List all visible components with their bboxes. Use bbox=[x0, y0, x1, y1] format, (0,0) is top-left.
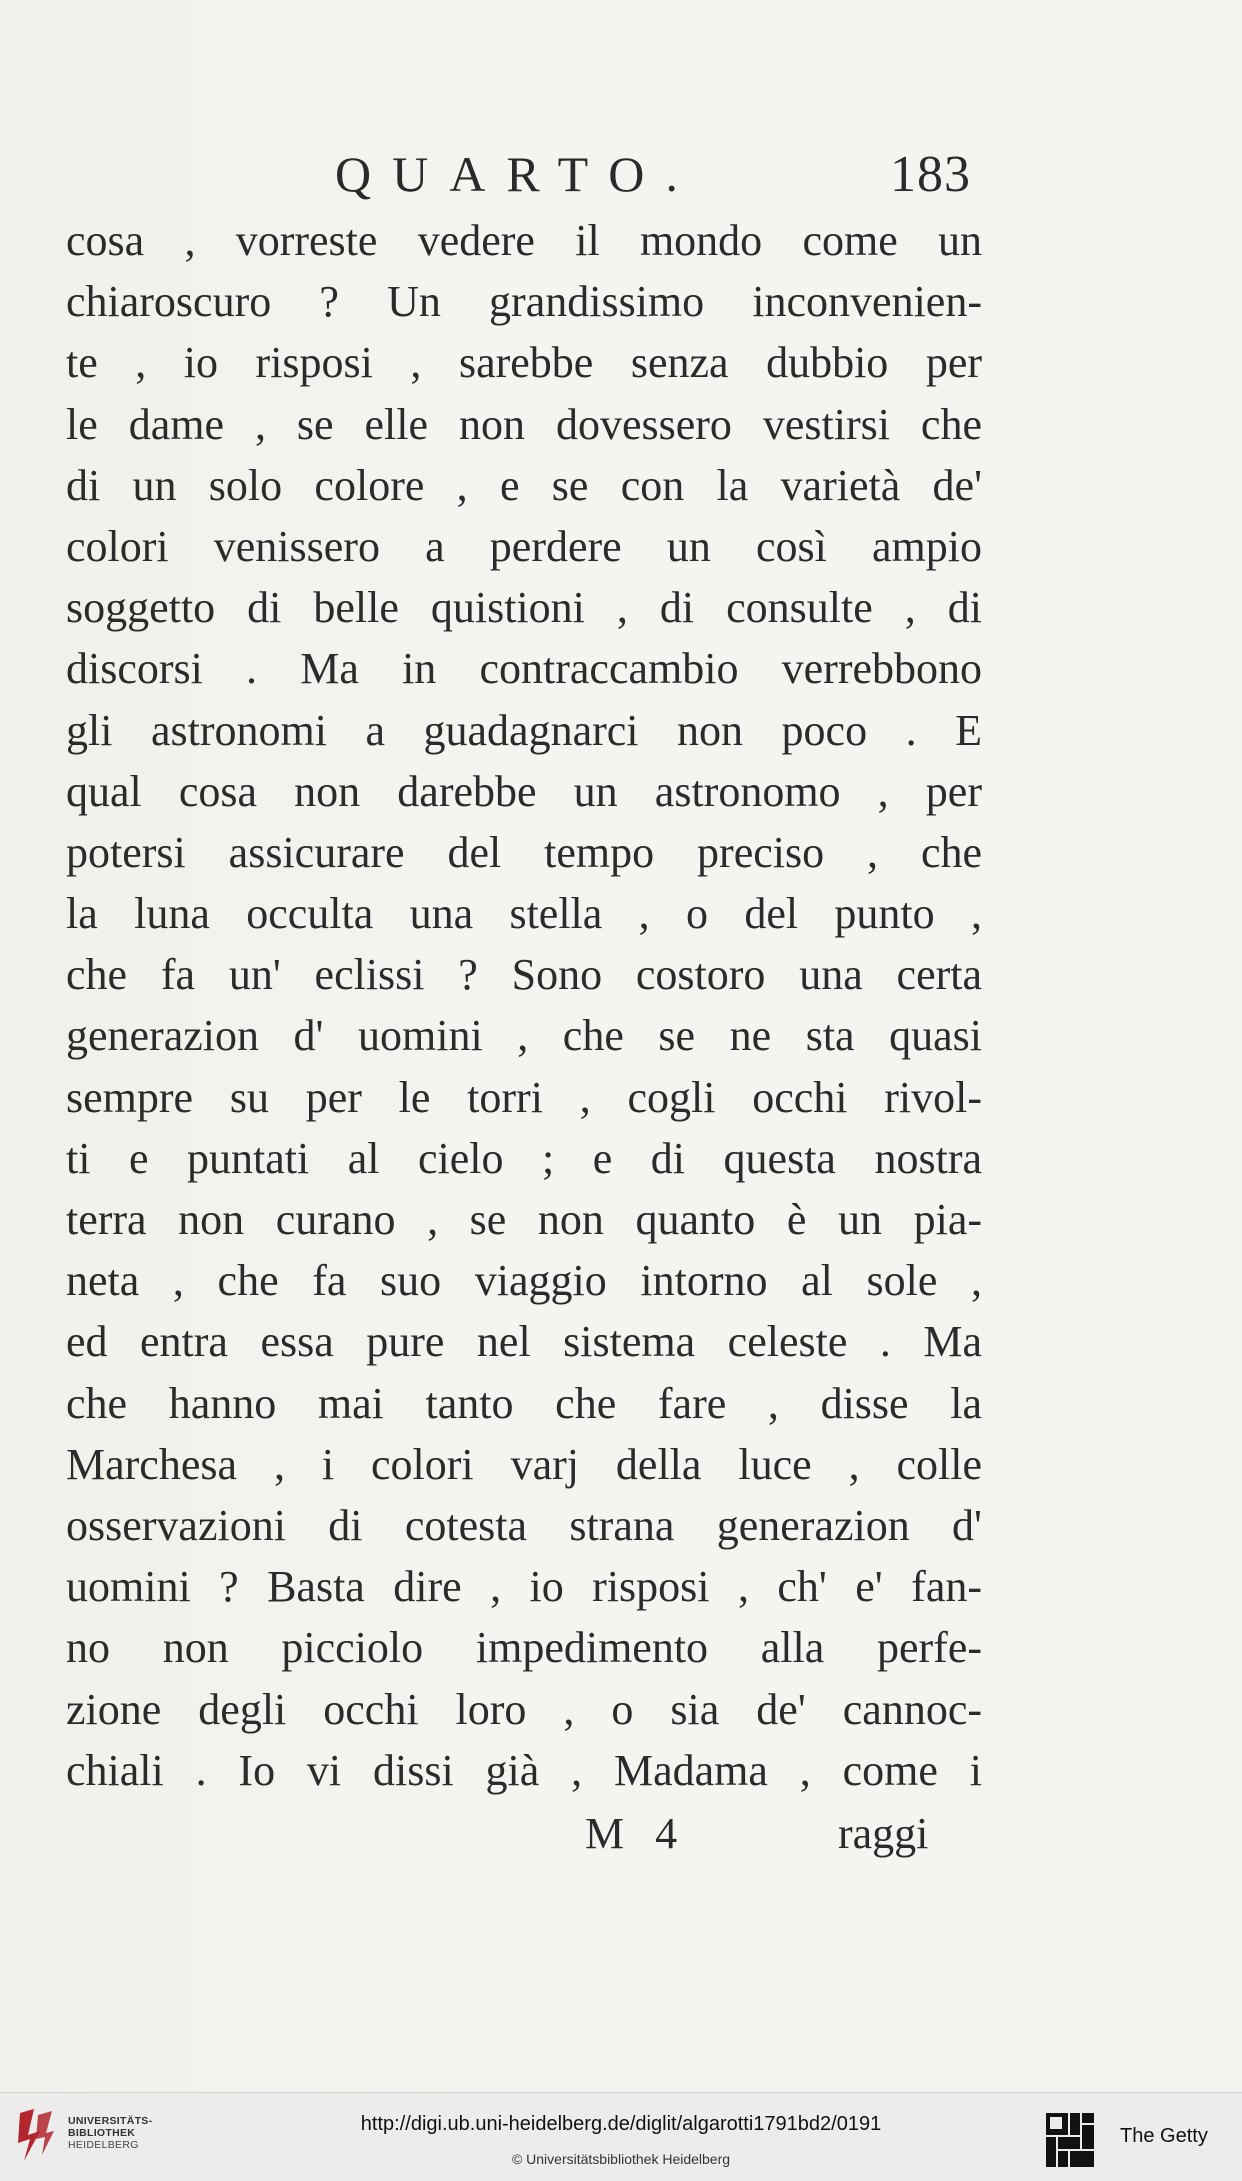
text-line: cosa , vorreste vedere il mondo come un bbox=[66, 216, 982, 265]
library-name-line: UNIVERSITÄTS- bbox=[68, 2115, 153, 2127]
text-line: qual cosa non darebbe un astronomo , per bbox=[66, 766, 982, 816]
text-line: zione degli occhi loro , o sia de' cannoc- bbox=[66, 1684, 982, 1734]
page-foot bbox=[0, 1808, 1242, 1868]
text-line: neta , che fa suo viaggio intorno al sole , bbox=[66, 1256, 982, 1306]
library-name-line: BIBLIOTHEK bbox=[68, 2127, 136, 2139]
text-line: le dame , se elle non dovessero vestirsi che bbox=[66, 399, 982, 449]
text-line: gli astronomi a guadagnarci non poco . E bbox=[66, 705, 982, 755]
page-number: 183 bbox=[890, 146, 971, 203]
text-line: di un solo colore , e se con la varietà de' bbox=[66, 460, 982, 510]
text-line: ti e puntati al cielo ; e di questa nostra bbox=[66, 1133, 982, 1183]
text-line: uomini ? Basta dire , io risposi , ch' e' fan- bbox=[66, 1562, 982, 1612]
text-line: generazion d' uomini , che se ne sta quasi bbox=[66, 1011, 982, 1061]
catchword: raggi bbox=[838, 1809, 929, 1858]
text-line: colori venissero a perdere un così ampio bbox=[66, 521, 982, 571]
viewer-footer bbox=[0, 2092, 1242, 2181]
getty-logo-icon bbox=[1044, 2111, 1096, 2169]
text-line: ed entra essa pure nel sistema celeste . Ma bbox=[66, 1317, 982, 1367]
running-head-title: QUARTO. bbox=[335, 146, 699, 202]
text-line: no non picciolo impedimento alla perfe- bbox=[66, 1623, 982, 1673]
text-line: potersi assicurare del tempo preciso , che bbox=[66, 827, 982, 877]
document-url-link[interactable]: http://digi.ub.uni-heidelberg.de/diglit/algarotti1791bd2/0191 bbox=[360, 2113, 882, 2135]
text-line: la luna occulta una stella , o del punto , bbox=[66, 889, 982, 939]
text-line: te , io risposi , sarebbe senza dubbio per bbox=[66, 338, 982, 388]
text-line: chiali . Io vi dissi già , Madama , come i bbox=[66, 1745, 982, 1795]
body-text bbox=[66, 210, 982, 1801]
text-line: soggetto di belle quistioni , di consulte , di bbox=[66, 583, 982, 633]
text-line: chiaroscuro ? Un grandissimo inconvenien- bbox=[66, 277, 982, 327]
signature-mark: M 4 bbox=[585, 1809, 688, 1858]
text-line: discorsi . Ma in contraccambio verrebbono bbox=[66, 644, 982, 694]
library-name-line: HEIDELBERG bbox=[68, 2139, 139, 2151]
text-line: che fa un' eclissi ? Sono costoro una certa bbox=[66, 950, 982, 1000]
text-line: che hanno mai tanto che fare , disse la bbox=[66, 1378, 982, 1428]
text-line: Marchesa , i colori varj della luce , colle bbox=[66, 1439, 982, 1489]
text-line: terra non curano , se non quanto è un pia- bbox=[66, 1195, 982, 1244]
getty-name: The Getty bbox=[1120, 2125, 1208, 2147]
copyright-notice: © Universitätsbibliothek Heidelberg bbox=[511, 2151, 731, 2167]
text-line: osservazioni di cotesta strana generazion d' bbox=[66, 1500, 982, 1550]
text-line: sempre su per le torri , cogli occhi rivol- bbox=[66, 1072, 982, 1122]
running-head bbox=[0, 145, 1242, 215]
